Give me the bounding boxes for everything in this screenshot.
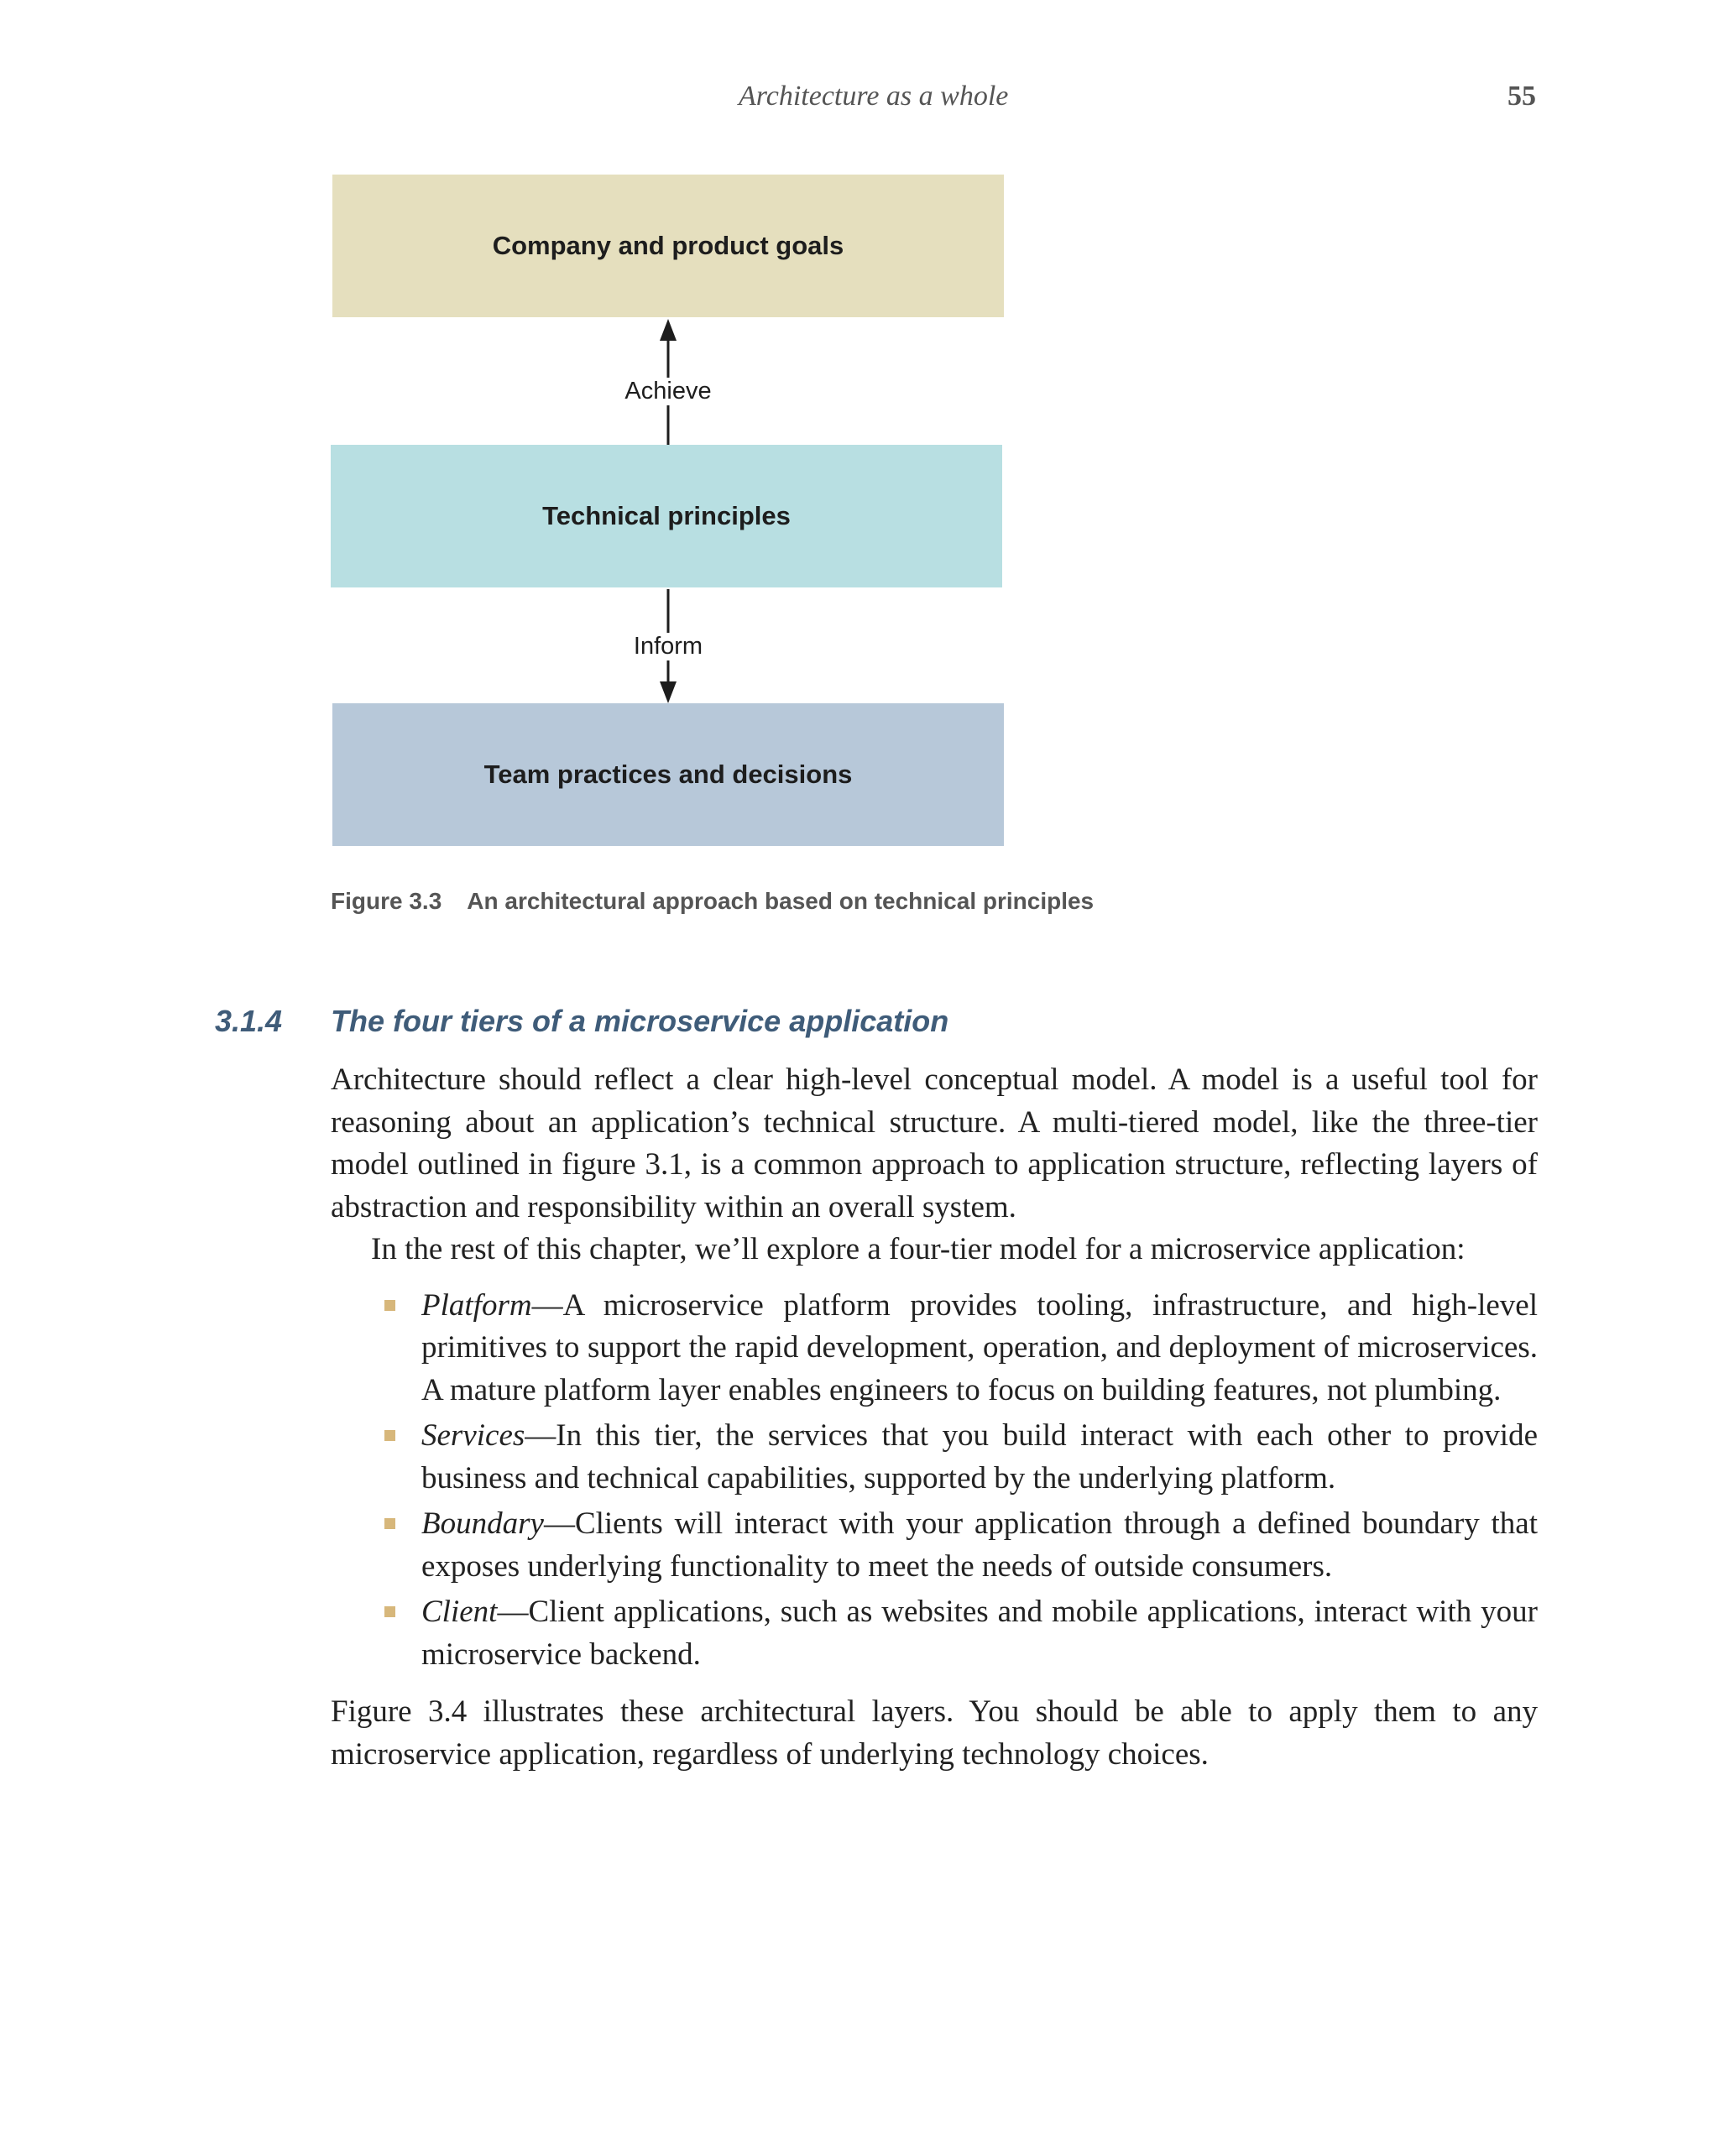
list-item-text: —In this tier, the services that you build interact with each other to provide business and technical capabilities, supported by the underlying platform. <box>421 1418 1538 1496</box>
paragraph-1: Architecture should reflect a clear high-level conceptual model. A model is a useful tool for reasoning about an application’s technical structure. A multi-tiered model, like the three-tier model outlined in figure 3.1, is a common approach to application structure, reflecting layers of abstraction and responsibility within an overall system. <box>331 1062 1538 1224</box>
bullet-square-icon <box>384 1300 395 1311</box>
paragraph-2: In the rest of this chapter, we’ll explore a four-tier model for a microservice application: <box>371 1232 1466 1266</box>
section-title: The four tiers of a microservice application <box>331 1004 949 1038</box>
inform-arrowhead <box>660 681 677 703</box>
figure-caption-text: An architectural approach based on technical principles <box>467 888 1095 914</box>
running-title: Architecture as a whole <box>739 81 1009 112</box>
list-item <box>331 1591 1538 1676</box>
team-box <box>332 703 1004 846</box>
figure-caption-number: Figure 3.3 <box>331 888 442 914</box>
figure-diagram <box>329 175 1009 846</box>
bullet-square-icon <box>384 1606 395 1617</box>
goals-box <box>332 175 1004 317</box>
figure-caption <box>331 888 1094 915</box>
list-item-term: Client <box>421 1595 498 1629</box>
principles-box <box>331 445 1002 587</box>
goals-box-label: Company and product goals <box>492 231 844 260</box>
bullet-square-icon <box>384 1430 395 1441</box>
section-number: 3.1.4 <box>215 1004 283 1038</box>
paragraph-3: Figure 3.4 illustrates these architectural layers. You should be able to apply them to any microservice application, regardless of underlying technology choices. <box>331 1694 1538 1772</box>
list-item <box>331 1415 1538 1500</box>
list-item-term: Services <box>421 1418 525 1453</box>
list-item-text: —Client applications, such as websites and mobile applications, interact with your microservice backend. <box>421 1595 1538 1672</box>
running-head <box>0 81 1719 123</box>
achieve-label: Achieve <box>584 378 752 405</box>
team-box-label: Team practices and decisions <box>483 760 853 789</box>
inform-label: Inform <box>584 633 752 660</box>
list-item-text: —Clients will interact with your application through a defined boundary that exposes underlying functionality to meet the needs of outside consumers. <box>421 1506 1538 1584</box>
list-item-term: Platform <box>421 1287 532 1323</box>
body-text <box>331 1059 1538 1776</box>
list-item-term: Boundary <box>421 1506 544 1541</box>
list-item-text: —A microservice platform provides tooling, infrastructure, and high-level primitives to support the rapid development, operation, and deployment of microservices. A mature platform layer enables engineers to focus on building features, not plumbing. <box>421 1287 1538 1407</box>
page-number: 55 <box>1507 81 1536 112</box>
principles-box-label: Technical principles <box>542 501 791 530</box>
tier-list <box>331 1285 1538 1677</box>
achieve-arrowhead <box>660 319 677 341</box>
list-item <box>331 1285 1538 1412</box>
bullet-square-icon <box>384 1518 395 1529</box>
list-item <box>331 1503 1538 1588</box>
